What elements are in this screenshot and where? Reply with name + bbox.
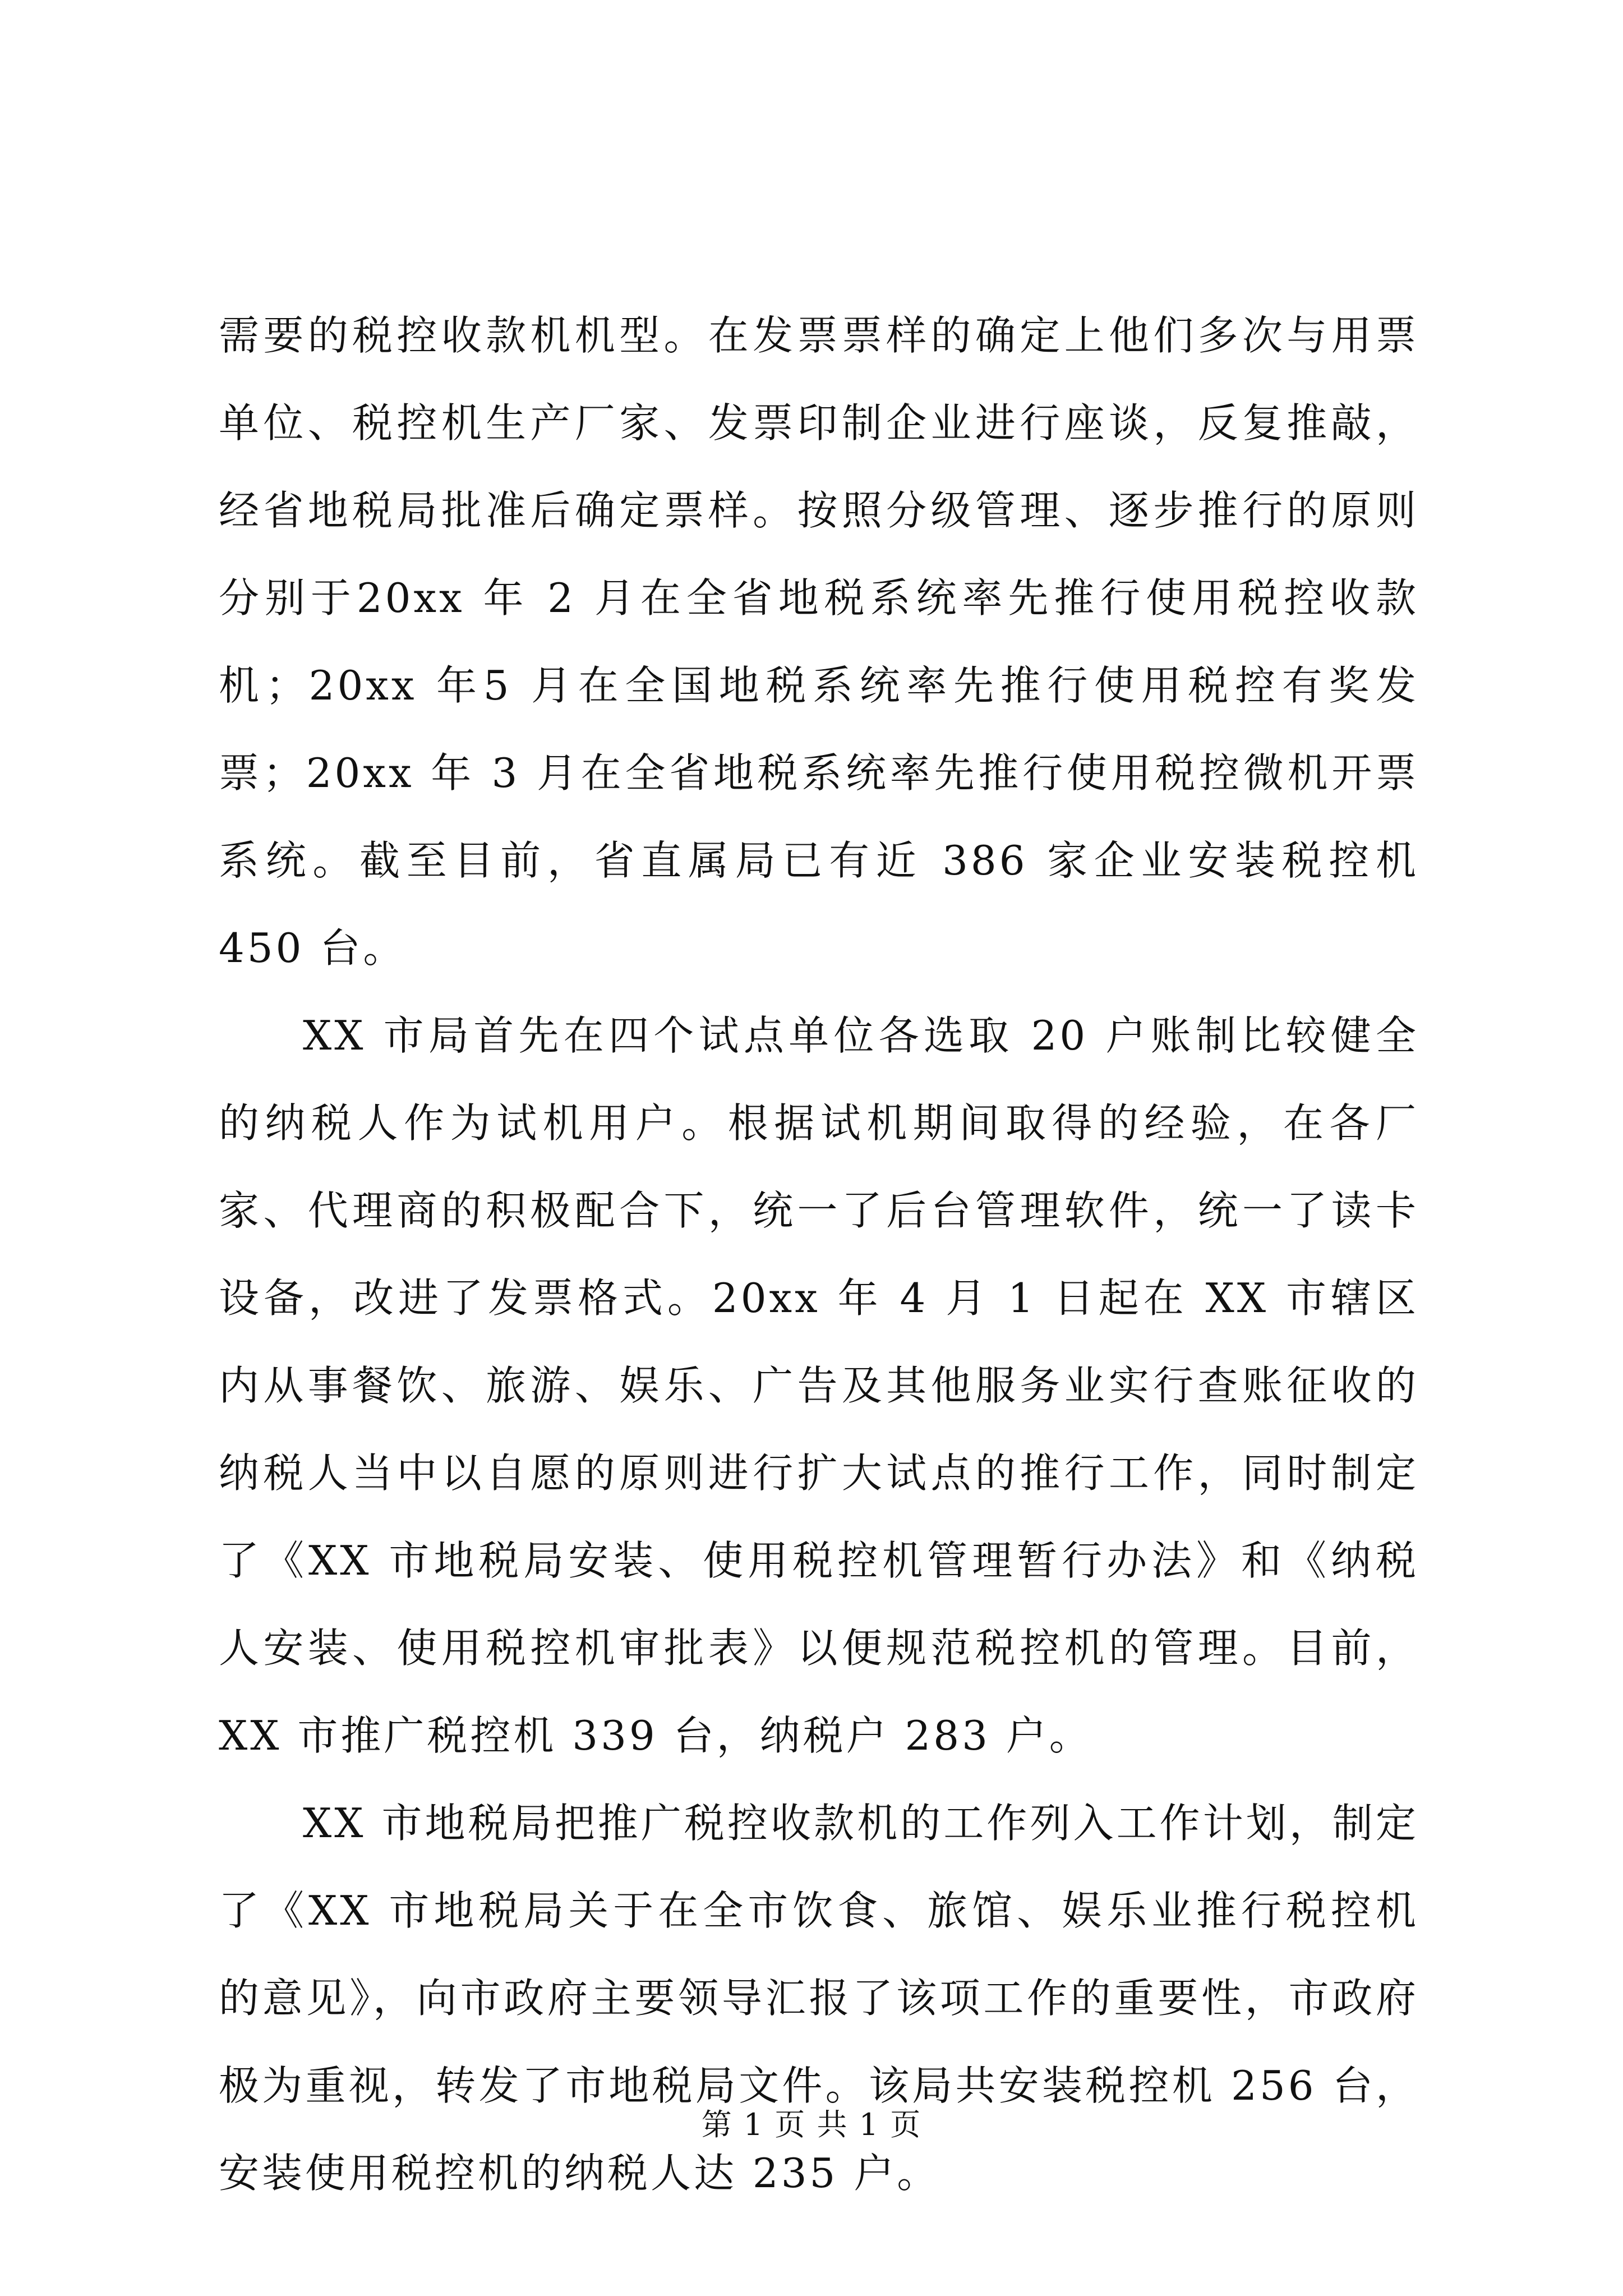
paragraph-xx-city-tax-plan: XX 市地税局把推广税控收款机的工作列入工作计划，制定了《XX 市地税局关于在全市饮食、旅馆、娱乐业推行税控机的意见》，向市政府主要领导汇报了该项工作的重要性，市政府极为重视，转发了市地税局文件。该局共安装税控机 256 台，安装使用税控机的纳税人达 235 户。 (219, 1800, 1419, 2197)
page-number-footer: 第 1 页 共 1 页 (701, 2107, 922, 2142)
paragraph-xx-city-bureau-pilot: XX 市局首先在四个试点单位各选取 20 户账制比较健全的纳税人作为试机用户。根据试机期间取得的经验，在各厂家、代理商的积极配合下，统一了后台管理软件，统一了读卡设备，改进了发票格式。20xx 年 4 月 1 日起在 XX 市辖区内从事餐饮、旅游、娱乐、广告及其他服务业实行查账征收的纳税人当中以自愿的原则进行扩大试点的推行工作，同时制定了《XX 市地税局安装、使用税控机管理暂行办法》和《纳税人安装、使用税控机审批表》以便规范税控机的管理。目前，XX 市推广税控机 339 台，纳税户 283 户。 (219, 1012, 1419, 1759)
document-body (219, 292, 1419, 2217)
paragraph-continuation: 需要的税控收款机机型。在发票票样的确定上他们多次与用票单位、税控机生产厂家、发票印制企业进行座谈，反复推敲，经省地税局批准后确定票样。按照分级管理、逐步推行的原则分别于20xx 年 2 月在全省地税系统率先推行使用税控收款机；20xx 年5 月在全国地税系统率先推行使用税控有奖发票；20xx 年 3 月在全省地税系统率先推行使用税控微机开票系统。截至目前，省直属局已有近 386 家企业安装税控机 450 台。 (219, 312, 1419, 972)
